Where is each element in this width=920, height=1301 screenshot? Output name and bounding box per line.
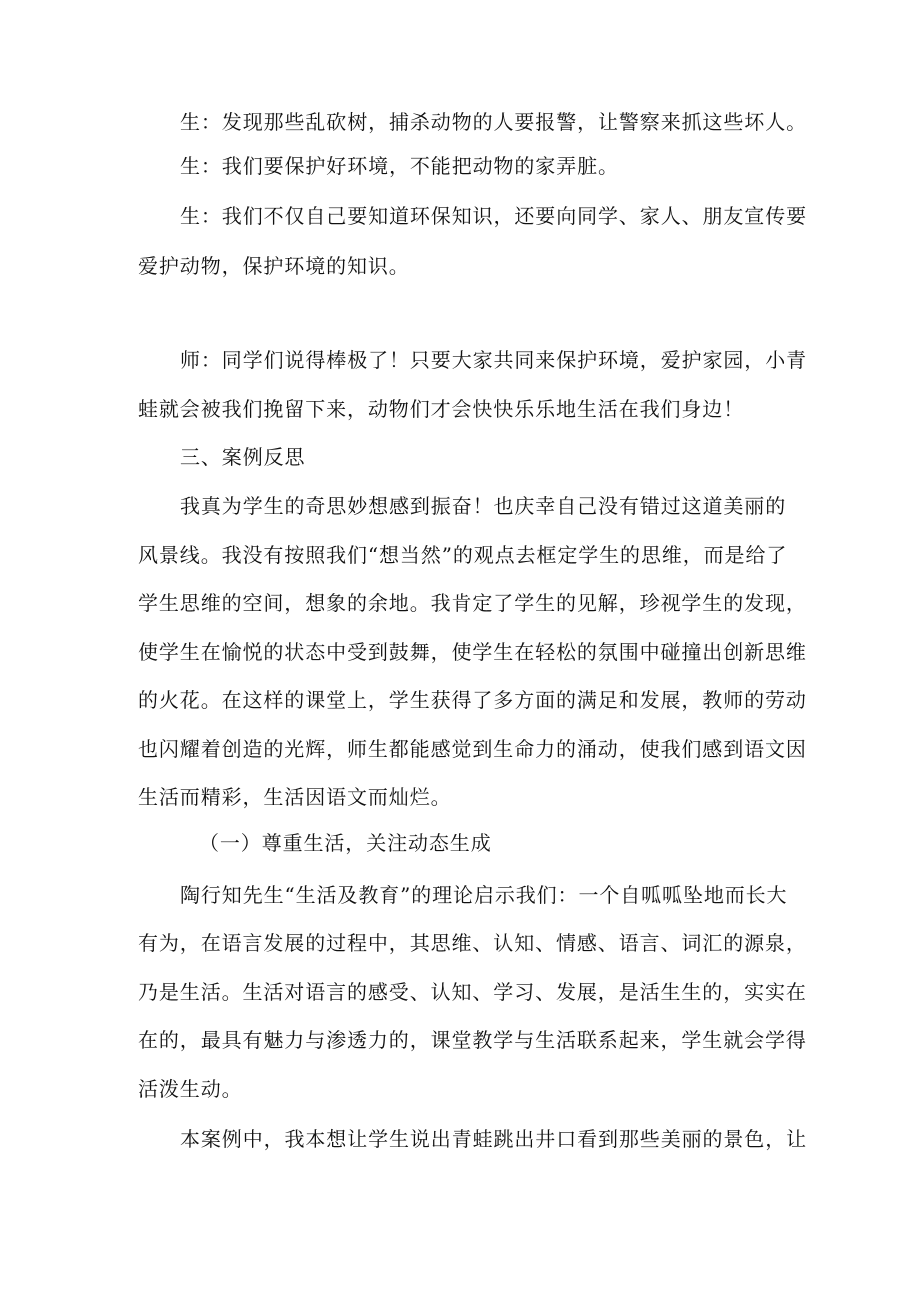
dialogue-line-student-3-cont: 爱护动物，保护环境的知识。 <box>138 254 410 278</box>
paragraph-line: 乃是生活。生活对语言的感受、认知、学习、发展，是活生生的，实实在 <box>138 980 807 1004</box>
section-heading-reflection: 三、案例反思 <box>180 445 306 469</box>
paragraph-line: 生活而精彩，生活因语文而灿烂。 <box>138 785 452 809</box>
subsection-heading: （一）尊重生活，关注动态生成 <box>199 831 492 855</box>
paragraph-line: 使学生在愉悦的状态中受到鼓舞，使学生在轻松的氛围中碰撞出创新思维 <box>138 640 807 664</box>
paragraph-line: 也闪耀着创造的光辉，师生都能感觉到生命力的涌动，使我们感到语文因 <box>138 737 807 761</box>
dialogue-line-teacher: 师：同学们说得棒极了！只要大家共同来保护环境，爱护家园，小青 <box>180 348 807 372</box>
paragraph-line: 本案例中，我本想让学生说出青蛙跳出井口看到那些美丽的景色，让 <box>180 1127 807 1151</box>
paragraph-line: 我真为学生的奇思妙想感到振奋！也庆幸自己没有错过这道美丽的 <box>180 494 787 518</box>
dialogue-line-teacher-cont: 蛙就会被我们挽留下来，动物们才会快快乐乐地生活在我们身边！ <box>138 397 745 421</box>
paragraph-line: 陶行知先生“生活及教育”的理论启示我们：一个自呱呱坠地而长大 <box>180 883 788 907</box>
paragraph-line: 在的，最具有魅力与渗透力的，课堂教学与生活联系起来，学生就会学得 <box>138 1028 807 1052</box>
dialogue-line-student-2: 生：我们要保护好环境，不能把动物的家弄脏。 <box>180 154 619 178</box>
paragraph-line: 的火花。在这样的课堂上，学生获得了多方面的满足和发展，教师的劳动 <box>138 688 807 712</box>
paragraph-line: 风景线。我没有按照我们“想当然”的观点去框定学生的思维，而是给了 <box>138 543 788 567</box>
paragraph-line: 有为，在语言发展的过程中，其思维、认知、情感、语言、词汇的源泉， <box>138 931 807 955</box>
paragraph-line: 学生思维的空间，想象的余地。我肯定了学生的见解，珍视学生的发现， <box>138 591 807 615</box>
paragraph-line: 活泼生动。 <box>138 1077 243 1101</box>
dialogue-line-student-3: 生：我们不仅自己要知道环保知识，还要向同学、家人、朋友宣传要 <box>180 204 807 228</box>
dialogue-line-student-1: 生：发现那些乱砍树，捕杀动物的人要报警，让警察来抓这些坏人。 <box>180 110 807 134</box>
